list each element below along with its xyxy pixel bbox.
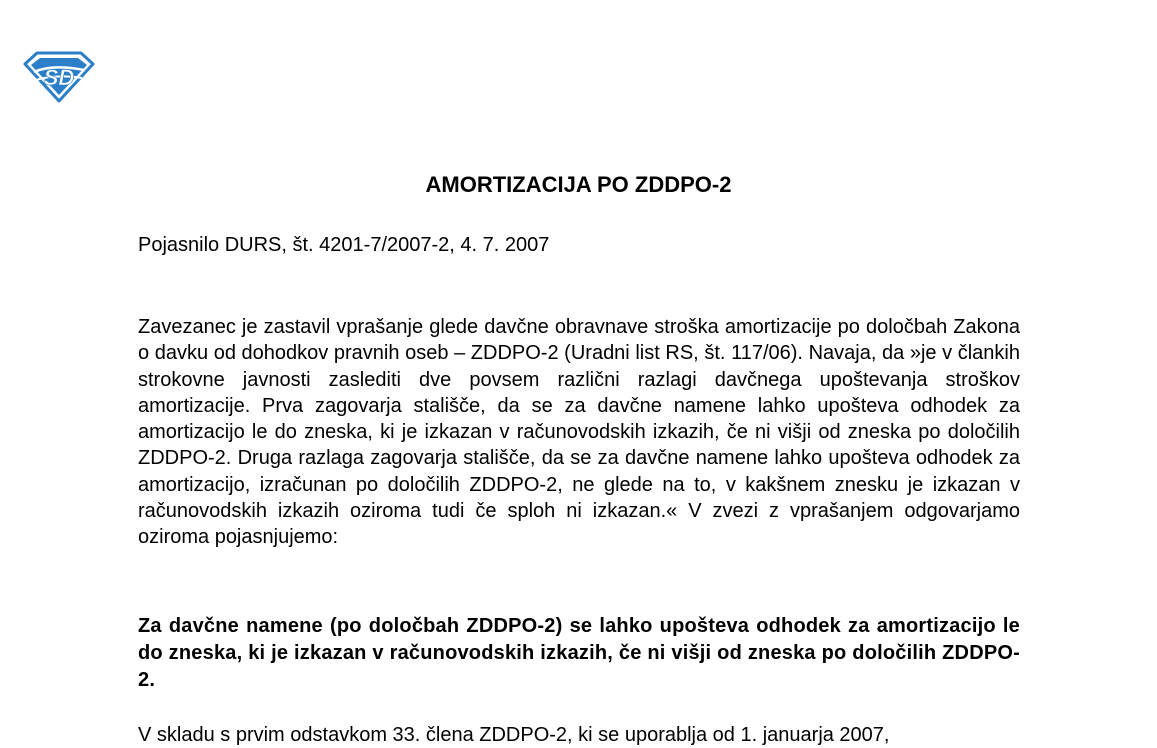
body-paragraph-question: Zavezanec je zastavil vprašanje glede davčne obravnave stroška amortizacije po določbah Zakona o davku od dohodkov pravnih oseb – ZDDPO-2 (Uradni list RS, št. 117/06). Navaja, da »je v člankih strokovne javnosti zaslediti dve povsem različni razlagi davčnega upoštevanja stroškov amortizacije. Prva zagovarja stališče, da se za davčne namene lahko upošteva odhodek za amortizacijo le do zneska, ki je izkazan v računovodskih izkazih, če ni višji od zneska po določilih ZDDPO-2. Druga razlaga zagovarja stališče, da se za davčne namene lahko upošteva odhodek za amortizacijo, izračunan po določilih ZDDPO-2, ne glede na to, v kakšnem znesku je izkazan v računovodskih izkazih oziroma tudi če sploh ni izkazan.« V zvezi z vprašanjem odgovarjamo oziroma pojasnjujemo: <box>138 316 1020 549</box>
document-title: AMORTIZACIJA PO ZDDPO-2 <box>425 172 732 197</box>
document-subtitle: Pojasnilo DURS, št. 4201-7/2007-2, 4. 7. 2007 <box>138 234 550 256</box>
company-logo-icon <box>22 50 96 104</box>
svg-text:SD: SD <box>43 65 75 90</box>
body-paragraph-answer: Za davčne namene (po določbah ZDDPO-2) se lahko upošteva odhodek za amortizacijo le do zneska, ki je izkazan v računovodskih izkazih, če ni višji od zneska po določilih ZDDPO-2. <box>138 615 1020 691</box>
body-paragraph-continuation: V skladu s prvim odstavkom 33. člena ZDDPO-2, ki se uporablja od 1. januarja 2007, <box>138 724 890 746</box>
